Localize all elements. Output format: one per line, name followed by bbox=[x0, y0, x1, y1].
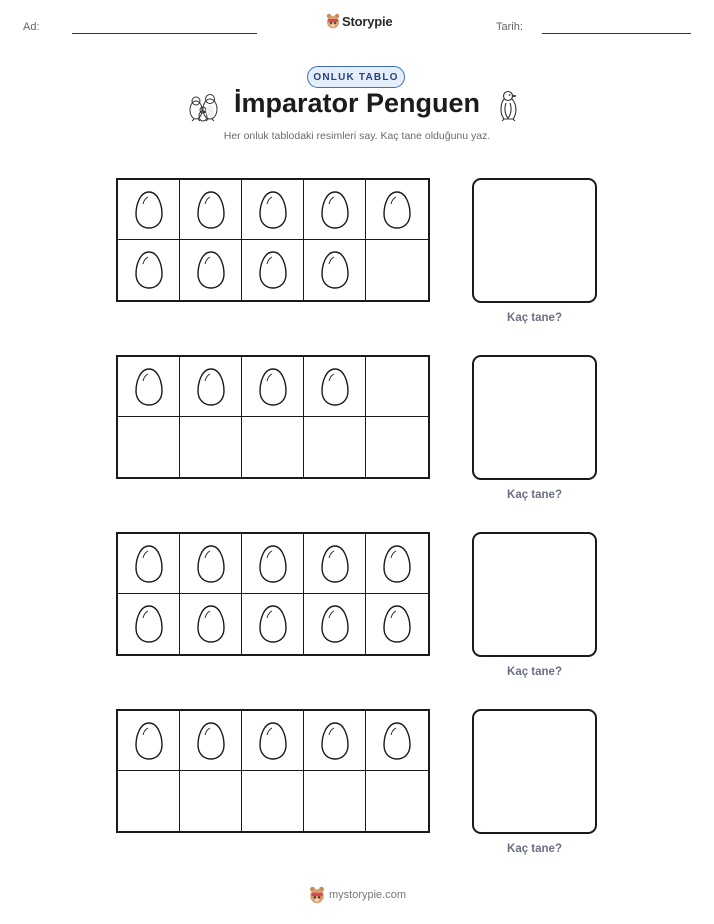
egg-icon bbox=[320, 250, 350, 290]
egg-icon bbox=[196, 250, 226, 290]
ten-frame-cell bbox=[180, 240, 242, 300]
egg-icon bbox=[320, 190, 350, 230]
egg-icon bbox=[258, 190, 288, 230]
ten-frame-cell bbox=[304, 240, 366, 300]
egg-icon bbox=[196, 604, 226, 644]
answer-box[interactable] bbox=[472, 709, 597, 834]
penguin-icon bbox=[497, 90, 521, 122]
ten-frame-cell bbox=[180, 534, 242, 594]
egg-icon bbox=[196, 367, 226, 407]
egg-icon bbox=[382, 544, 412, 584]
ten-frame-cell bbox=[304, 771, 366, 831]
egg-icon bbox=[134, 250, 164, 290]
egg-icon bbox=[382, 604, 412, 644]
ten-frame-cell bbox=[366, 180, 428, 240]
ten-frame-cell bbox=[366, 357, 428, 417]
answer-prompt: Kaç tane? bbox=[507, 489, 562, 501]
name-label: Ad: bbox=[23, 21, 40, 33]
egg-icon bbox=[382, 721, 412, 761]
ten-frame-cell bbox=[242, 534, 304, 594]
egg-icon bbox=[258, 721, 288, 761]
ten-frame-cell bbox=[180, 594, 242, 654]
ten-frame-cell bbox=[366, 594, 428, 654]
ten-frame-cell bbox=[180, 357, 242, 417]
ten-frame bbox=[116, 709, 430, 833]
ten-frame bbox=[116, 355, 430, 479]
egg-icon bbox=[134, 604, 164, 644]
egg-icon bbox=[320, 721, 350, 761]
name-line[interactable] bbox=[72, 33, 257, 34]
ten-frame-cell bbox=[180, 711, 242, 771]
ten-frame-cell bbox=[242, 594, 304, 654]
ten-frame-cell bbox=[304, 357, 366, 417]
ten-frame-cell bbox=[118, 240, 180, 300]
storypie-logo bbox=[326, 13, 392, 29]
ten-frame-cell bbox=[304, 180, 366, 240]
answer-box[interactable] bbox=[472, 178, 597, 303]
instructions: Her onluk tablodaki resimleri say. Kaç tane olduğunu yaz. bbox=[223, 130, 491, 142]
ten-frame-cell bbox=[304, 711, 366, 771]
ten-frame-cell bbox=[366, 711, 428, 771]
egg-icon bbox=[320, 604, 350, 644]
egg-icon bbox=[134, 190, 164, 230]
page-title: İmparator Penguen bbox=[233, 88, 481, 118]
ten-frame-cell bbox=[118, 711, 180, 771]
egg-icon bbox=[320, 367, 350, 407]
egg-icon bbox=[134, 544, 164, 584]
egg-icon bbox=[258, 367, 288, 407]
ten-frame-cell bbox=[118, 180, 180, 240]
ten-frame-cell bbox=[366, 534, 428, 594]
worksheet-type-badge: ONLUK TABLO bbox=[307, 66, 405, 88]
ten-frame-cell bbox=[118, 357, 180, 417]
bear-mascot-icon bbox=[309, 886, 325, 904]
ten-frame-cell bbox=[304, 417, 366, 477]
ten-frame bbox=[116, 178, 430, 302]
answer-prompt: Kaç tane? bbox=[507, 666, 562, 678]
egg-icon bbox=[196, 721, 226, 761]
egg-icon bbox=[382, 190, 412, 230]
brand-name: Storypie bbox=[342, 13, 393, 29]
ten-frame-cell bbox=[118, 417, 180, 477]
answer-prompt: Kaç tane? bbox=[507, 312, 562, 324]
ten-frame-cell bbox=[180, 771, 242, 831]
ten-frame-cell bbox=[242, 180, 304, 240]
ten-frame-cell bbox=[366, 240, 428, 300]
ten-frame-cell bbox=[242, 771, 304, 831]
ten-frame-cell bbox=[180, 417, 242, 477]
egg-icon bbox=[258, 604, 288, 644]
ten-frame-cell bbox=[118, 594, 180, 654]
answer-prompt: Kaç tane? bbox=[507, 843, 562, 855]
date-line[interactable] bbox=[542, 33, 691, 34]
ten-frame-cell bbox=[118, 771, 180, 831]
answer-box[interactable] bbox=[472, 532, 597, 657]
ten-frame bbox=[116, 532, 430, 656]
ten-frame-cell bbox=[242, 240, 304, 300]
ten-frame-cell bbox=[366, 417, 428, 477]
ten-frame-cell bbox=[242, 417, 304, 477]
ten-frame-cell bbox=[242, 357, 304, 417]
egg-icon bbox=[258, 544, 288, 584]
ten-frame-cell bbox=[304, 594, 366, 654]
egg-icon bbox=[196, 190, 226, 230]
answer-box[interactable] bbox=[472, 355, 597, 480]
ten-frame-cell bbox=[118, 534, 180, 594]
date-label: Tarih: bbox=[496, 21, 523, 33]
egg-icon bbox=[134, 721, 164, 761]
footer-url: mystorypie.com bbox=[329, 889, 407, 901]
bear-mascot-icon bbox=[326, 13, 340, 29]
ten-frame-cell bbox=[304, 534, 366, 594]
ten-frame-cell bbox=[242, 711, 304, 771]
egg-icon bbox=[258, 250, 288, 290]
ten-frame-cell bbox=[180, 180, 242, 240]
egg-icon bbox=[134, 367, 164, 407]
egg-icon bbox=[320, 544, 350, 584]
egg-icon bbox=[196, 544, 226, 584]
ten-frame-cell bbox=[366, 771, 428, 831]
footer bbox=[309, 886, 406, 904]
